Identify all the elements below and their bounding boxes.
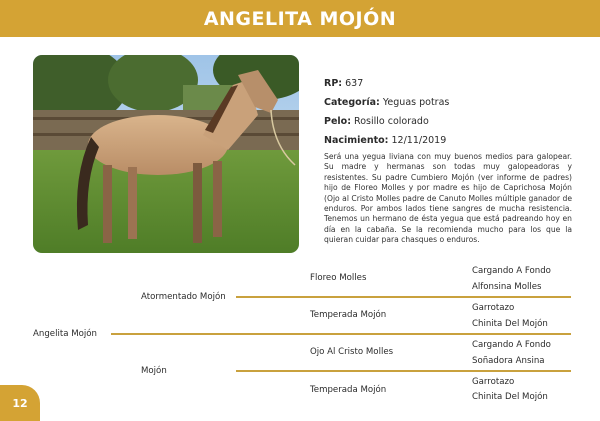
pedigree-gen3-item: Cargando A Fondo [472, 266, 551, 276]
rp-value: 637 [345, 78, 364, 89]
nacimiento-row [324, 131, 574, 150]
pedigree-gen3-item: Cargando A Fondo [472, 340, 551, 350]
pedigree-gen3-item: Chinita Del Mojón [472, 392, 548, 402]
page-number [0, 385, 40, 421]
pelo-label: Pelo: [324, 116, 351, 127]
categoria-label: Categoría: [324, 97, 380, 108]
pedigree-sire-sire: Floreo Molles [310, 273, 367, 283]
page-header [0, 0, 600, 37]
pedigree-divider-main [111, 333, 571, 335]
horse-info [324, 74, 574, 150]
pedigree-sire-dam: Temperada Mojón [310, 310, 387, 320]
pedigree-gen3-item: Chinita Del Mojón [472, 319, 548, 329]
horse-photo [33, 55, 299, 253]
pedigree-gen3-item: Soñadora Ansina [472, 356, 545, 366]
pedigree-gen3-item: Garrotazo [472, 303, 515, 313]
pedigree-sire: Atormentado Mojón [141, 292, 226, 302]
page-title: ANGELITA MOJÓN [203, 7, 397, 30]
pedigree-dam: Mojón [141, 366, 167, 376]
horse-description: Será una yegua liviana con muy buenos medios para galopear. Su madre y hermanas son todas muy galopeadoras y resistentes. Su padre Cumbiero Mojón (ver informe de padres) hijo de Floreo Molles y por madre es hijo de Caprichosa Mojón (Ojo al Cristo Molles padre de Canuto Molles múltiple ganador de enduros. Por ambos lados tiene sangres de mucha resistencia. Tenemos un hermano de ésta yegua que está padreando hoy en día en la cabaña. Se la recomienda mucho para los que la quieran cuidar para chasques o enduros. [324, 152, 572, 245]
pedigree-dam-sire: Ojo Al Cristo Molles [310, 347, 394, 357]
pedigree-subject: Angelita Mojón [33, 329, 97, 339]
pedigree-divider-sire [236, 296, 571, 298]
rp-label: RP: [324, 78, 343, 89]
nacimiento-label: Nacimiento: [324, 135, 389, 146]
categoria-row [324, 93, 574, 112]
rp-row [324, 74, 574, 93]
pedigree-dam-dam: Temperada Mojón [310, 385, 387, 395]
pelo-row [324, 112, 574, 131]
pelo-value: Rosillo colorado [354, 116, 429, 127]
categoria-value: Yeguas potras [382, 97, 450, 108]
pedigree-divider-dam [236, 370, 571, 372]
pedigree-gen3-item: Alfonsina Molles [472, 282, 542, 292]
nacimiento-value: 12/11/2019 [391, 135, 447, 146]
pedigree-gen3-item: Garrotazo [472, 377, 515, 387]
page-number-label: 12 [12, 396, 28, 410]
